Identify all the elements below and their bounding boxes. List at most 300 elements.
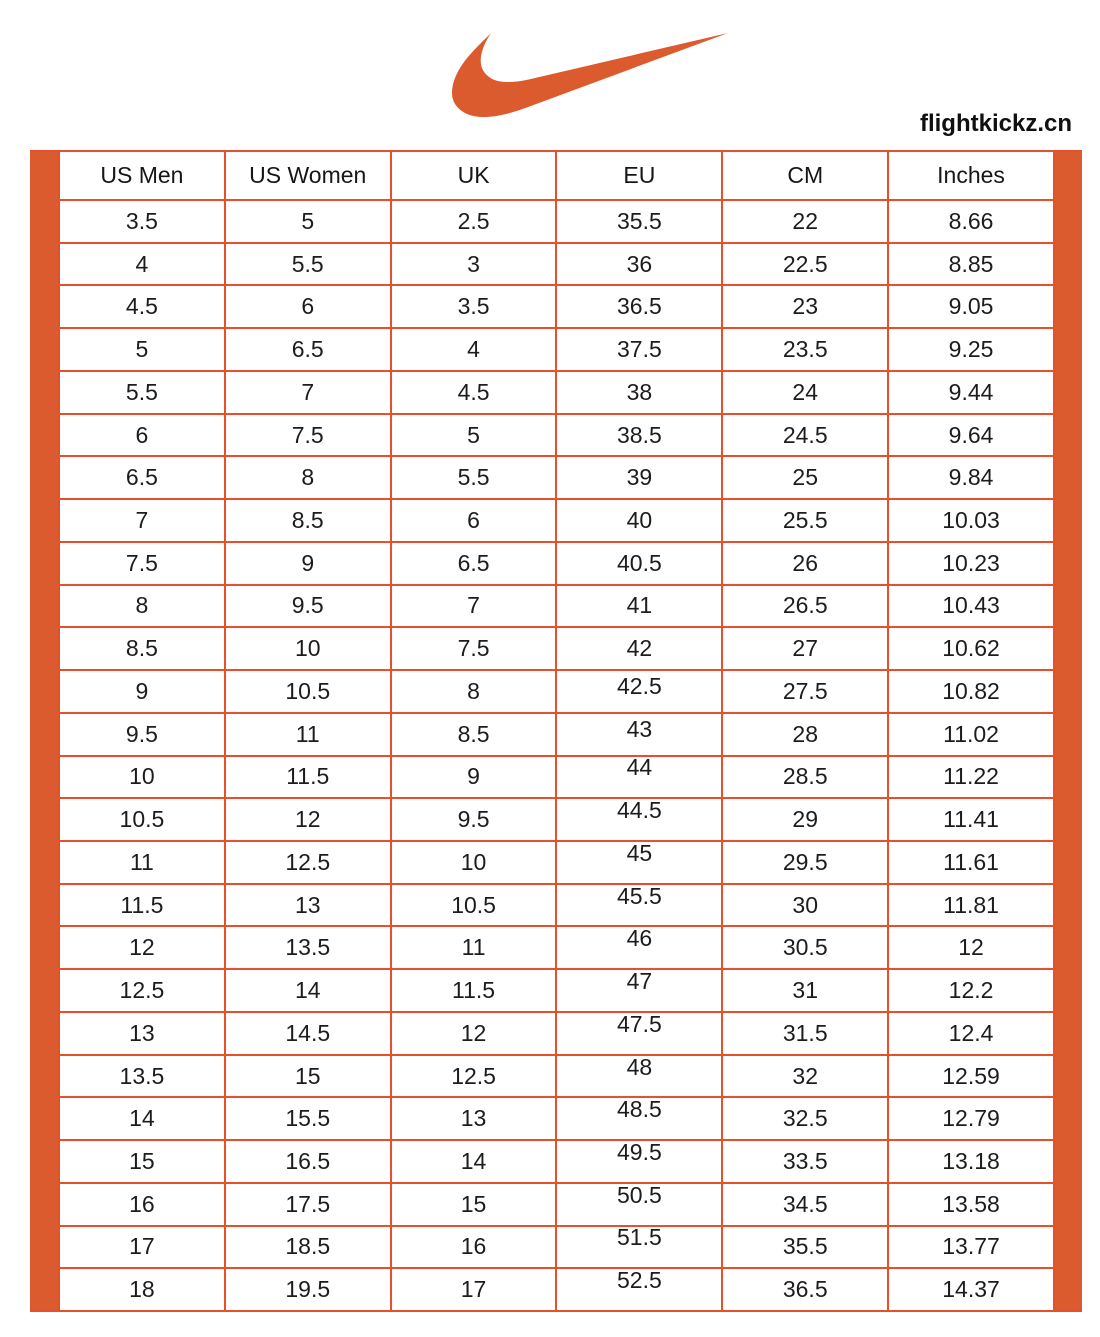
- size-value: 6: [135, 421, 149, 448]
- size-cell: [887, 586, 1053, 627]
- size-value: 14.37: [942, 1276, 1000, 1303]
- size-value: 13: [294, 891, 321, 918]
- size-value: 32.5: [782, 1105, 828, 1132]
- size-cell: [555, 671, 721, 712]
- size-value: 24: [792, 378, 819, 405]
- size-value: 9.5: [125, 720, 158, 747]
- size-cell: [390, 586, 556, 627]
- size-cell: [721, 329, 887, 370]
- size-cell: [887, 244, 1053, 285]
- website-watermark: flightkickz.cn: [919, 110, 1072, 137]
- table-row: [60, 541, 1053, 584]
- size-cell: [555, 1269, 721, 1310]
- size-value: 9.5: [291, 592, 324, 619]
- column-header-label: US Men: [100, 162, 184, 188]
- size-cell: [390, 1141, 556, 1182]
- column-header-eu: [555, 152, 721, 199]
- table-header-row: [60, 152, 1053, 199]
- size-cell: [721, 586, 887, 627]
- size-value: 29: [792, 806, 819, 833]
- size-value: 5.5: [457, 464, 490, 491]
- table-row: [60, 1182, 1053, 1225]
- size-cell: [887, 799, 1053, 840]
- size-cell: [224, 799, 390, 840]
- size-value: 5.5: [291, 250, 324, 277]
- size-value: 11: [129, 848, 154, 875]
- size-value: 11.5: [120, 891, 164, 918]
- size-cell: [887, 1098, 1053, 1139]
- size-cell: [555, 1227, 721, 1268]
- size-cell: [224, 586, 390, 627]
- size-cell: [60, 543, 224, 584]
- size-value: 16.5: [285, 1148, 331, 1175]
- size-cell: [60, 457, 224, 498]
- size-cell: [224, 1056, 390, 1097]
- size-value: 19.5: [285, 1276, 331, 1303]
- size-value: 5: [135, 336, 149, 363]
- size-value: 11.81: [943, 891, 999, 918]
- size-cell: [60, 244, 224, 285]
- size-cell: [390, 1227, 556, 1268]
- size-value: 18: [129, 1276, 155, 1303]
- size-value: 9: [301, 549, 315, 576]
- size-value: 12.2: [948, 977, 994, 1004]
- size-cell: [390, 757, 556, 798]
- size-value: 6: [467, 507, 480, 533]
- size-cell: [555, 970, 721, 1011]
- size-value: 7: [301, 378, 315, 405]
- size-value: 4: [467, 336, 480, 363]
- size-value: 36.5: [617, 293, 662, 320]
- size-value: 11: [461, 934, 486, 961]
- size-value: 52.5: [617, 1269, 662, 1294]
- column-header-label: CM: [787, 162, 824, 188]
- size-value: 34.5: [782, 1190, 828, 1217]
- size-cell: [390, 1184, 556, 1225]
- size-cell: [224, 457, 390, 498]
- size-value: 42.5: [617, 672, 662, 699]
- size-value: 35.5: [617, 207, 662, 234]
- size-cell: [555, 586, 721, 627]
- size-cell: [390, 714, 556, 755]
- size-cell: [555, 201, 721, 242]
- size-value: 9.5: [457, 806, 490, 833]
- size-value: 47.5: [617, 1012, 662, 1037]
- size-cell: [60, 500, 224, 541]
- size-value: 11.5: [452, 977, 496, 1004]
- size-cell: [390, 842, 556, 883]
- size-value: 4: [135, 250, 149, 277]
- size-value: 12.79: [942, 1105, 1000, 1132]
- column-header-cm: [721, 152, 887, 199]
- size-value: 45.5: [617, 884, 662, 909]
- size-value: 30: [792, 891, 819, 918]
- size-cell: [390, 885, 556, 926]
- size-cell: [224, 628, 390, 669]
- size-value: 3.5: [457, 293, 490, 320]
- size-value: 7: [467, 592, 480, 619]
- size-value: 15: [460, 1190, 487, 1217]
- size-cell: [60, 1184, 224, 1225]
- size-value: 10.5: [119, 806, 165, 833]
- table-row: [60, 797, 1053, 840]
- size-value: 10.43: [942, 592, 1000, 619]
- size-cell: [555, 1013, 721, 1054]
- size-value: 9.25: [948, 336, 994, 363]
- size-cell: [555, 244, 721, 285]
- size-value: 5.5: [125, 378, 158, 405]
- size-value: 48: [626, 1055, 653, 1080]
- size-value: 11.5: [286, 763, 330, 790]
- size-value: 12.5: [119, 977, 165, 1004]
- size-cell: [60, 586, 224, 627]
- size-value: 16: [129, 1190, 155, 1217]
- size-value: 8.5: [291, 507, 324, 533]
- size-value: 10.23: [942, 549, 1000, 576]
- size-value: 6.5: [291, 336, 324, 363]
- size-cell: [721, 1056, 887, 1097]
- size-cell: [887, 1227, 1053, 1268]
- size-cell: [555, 457, 721, 498]
- size-cell: [721, 799, 887, 840]
- size-cell: [555, 628, 721, 669]
- table-row: [60, 626, 1053, 669]
- table-row: [60, 712, 1053, 755]
- size-value: 10: [460, 848, 487, 875]
- size-cell: [60, 329, 224, 370]
- size-cell: [224, 201, 390, 242]
- size-cell: [60, 885, 224, 926]
- size-value: 13.18: [942, 1148, 1000, 1175]
- size-value: 13: [460, 1105, 487, 1132]
- size-cell: [224, 885, 390, 926]
- size-cell: [60, 372, 224, 413]
- size-cell: [887, 329, 1053, 370]
- size-value: 11: [295, 720, 320, 747]
- size-cell: [60, 757, 224, 798]
- size-cell: [60, 1227, 224, 1268]
- size-value: 10: [294, 635, 321, 662]
- size-cell: [887, 286, 1053, 327]
- size-cell: [390, 1056, 556, 1097]
- size-cell: [60, 1269, 224, 1310]
- size-value: 10.5: [285, 677, 331, 704]
- size-value: 32: [792, 1062, 819, 1089]
- size-value: 9.84: [948, 464, 994, 491]
- table-row: [60, 925, 1053, 968]
- size-value: 17: [129, 1233, 155, 1260]
- table-row: [60, 669, 1053, 712]
- table-row: [60, 370, 1053, 413]
- table-row: [60, 1267, 1053, 1310]
- size-cell: [224, 927, 390, 968]
- size-value: 12.5: [285, 848, 331, 875]
- size-value: 9: [135, 677, 149, 704]
- size-value: 13: [129, 1019, 155, 1046]
- size-value: 23: [792, 293, 819, 320]
- column-header-us-women: [224, 152, 390, 199]
- size-cell: [224, 1269, 390, 1310]
- size-cell: [887, 1269, 1053, 1310]
- size-cell: [721, 628, 887, 669]
- size-cell: [390, 671, 556, 712]
- size-value: 28: [792, 720, 819, 747]
- table-row: [60, 584, 1053, 627]
- size-value: 50.5: [617, 1183, 662, 1208]
- column-header-label: EU: [623, 162, 656, 188]
- size-value: 12: [958, 934, 984, 961]
- size-cell: [390, 1269, 556, 1310]
- size-value: 11.02: [943, 720, 999, 747]
- column-header-label: UK: [457, 162, 490, 188]
- size-value: 41: [626, 592, 653, 619]
- size-value: 26: [792, 549, 819, 576]
- size-cell: [555, 842, 721, 883]
- size-value: 3: [467, 250, 480, 277]
- size-value: 5: [301, 207, 315, 234]
- table-row: [60, 284, 1053, 327]
- size-value: 8.5: [125, 635, 158, 662]
- size-cell: [390, 500, 556, 541]
- size-value: 16: [460, 1233, 487, 1260]
- size-cell: [887, 372, 1053, 413]
- table-row: [60, 1096, 1053, 1139]
- size-value: 5: [467, 421, 480, 448]
- size-value: 7.5: [457, 635, 490, 662]
- size-cell: [887, 842, 1053, 883]
- table-row: [60, 1225, 1053, 1268]
- size-value: 12: [460, 1019, 487, 1046]
- table-row: [60, 242, 1053, 285]
- size-value: 13.58: [942, 1190, 1000, 1217]
- size-cell: [390, 457, 556, 498]
- size-cell: [887, 415, 1053, 456]
- size-cell: [721, 1269, 887, 1310]
- table-row: [60, 413, 1053, 456]
- size-value: 10.62: [942, 635, 1000, 662]
- size-cell: [60, 1056, 224, 1097]
- size-value: 40.5: [617, 549, 662, 576]
- size-cell: [224, 842, 390, 883]
- size-value: 33.5: [782, 1148, 828, 1175]
- size-cell: [555, 500, 721, 541]
- size-cell: [721, 201, 887, 242]
- nike-swoosh-icon: [452, 26, 728, 122]
- size-value: 12.5: [451, 1062, 496, 1089]
- size-cell: [224, 1098, 390, 1139]
- size-cell: [887, 1184, 1053, 1225]
- size-cell: [60, 1013, 224, 1054]
- size-cell: [224, 970, 390, 1011]
- size-value: 14: [294, 977, 321, 1004]
- size-cell: [721, 244, 887, 285]
- size-value: 6: [301, 293, 315, 320]
- size-cell: [555, 329, 721, 370]
- size-value: 31: [792, 977, 819, 1004]
- size-value: 30.5: [782, 934, 828, 961]
- size-cell: [555, 714, 721, 755]
- size-value: 22: [792, 207, 819, 234]
- size-cell: [721, 970, 887, 1011]
- table-row: [60, 1139, 1053, 1182]
- size-value: 4.5: [125, 293, 158, 320]
- size-cell: [887, 671, 1053, 712]
- size-value: 7.5: [125, 549, 158, 576]
- size-cell: [721, 842, 887, 883]
- size-value: 44: [626, 756, 653, 781]
- size-value: 10.82: [942, 677, 1000, 704]
- size-cell: [390, 201, 556, 242]
- size-value: 6.5: [457, 549, 490, 576]
- size-value: 47: [626, 970, 653, 995]
- size-value: 8.85: [948, 250, 994, 277]
- size-cell: [224, 415, 390, 456]
- size-cell: [390, 970, 556, 1011]
- size-cell: [60, 842, 224, 883]
- size-value: 6.5: [125, 464, 158, 491]
- size-cell: [60, 799, 224, 840]
- size-value: 12: [129, 934, 155, 961]
- size-value: 17: [460, 1276, 487, 1303]
- size-cell: [555, 1098, 721, 1139]
- size-cell: [224, 543, 390, 584]
- column-header-uk: [390, 152, 556, 199]
- size-cell: [224, 1184, 390, 1225]
- size-cell: [555, 1056, 721, 1097]
- size-value: 14.5: [285, 1019, 331, 1046]
- size-cell: [887, 927, 1053, 968]
- size-cell: [887, 970, 1053, 1011]
- size-cell: [224, 500, 390, 541]
- size-cell: [60, 628, 224, 669]
- size-value: 27: [792, 635, 819, 662]
- size-cell: [887, 201, 1053, 242]
- table-row: [60, 755, 1053, 798]
- size-cell: [721, 1227, 887, 1268]
- size-cell: [887, 457, 1053, 498]
- size-value: 36.5: [782, 1276, 828, 1303]
- size-cell: [887, 500, 1053, 541]
- size-value: 14: [129, 1105, 155, 1132]
- table-row: [60, 840, 1053, 883]
- size-cell: [555, 1141, 721, 1182]
- size-cell: [721, 500, 887, 541]
- size-cell: [887, 1141, 1053, 1182]
- size-cell: [721, 885, 887, 926]
- size-conversion-table: [30, 150, 1082, 1312]
- column-header-label: US Women: [249, 162, 367, 188]
- size-cell: [555, 927, 721, 968]
- size-value: 37.5: [617, 336, 662, 363]
- size-cell: [555, 543, 721, 584]
- size-cell: [721, 543, 887, 584]
- size-value: 8: [467, 677, 480, 704]
- size-value: 12.4: [948, 1019, 994, 1046]
- size-value: 15: [129, 1148, 155, 1175]
- size-cell: [224, 244, 390, 285]
- size-cell: [721, 714, 887, 755]
- right-accent-strip: [1055, 150, 1082, 1312]
- size-cell: [224, 1227, 390, 1268]
- size-cell: [60, 970, 224, 1011]
- size-value: 36: [626, 250, 653, 277]
- size-value: 8: [301, 464, 315, 491]
- size-value: 11.41: [943, 806, 999, 833]
- size-cell: [887, 885, 1053, 926]
- size-cell: [721, 671, 887, 712]
- size-value: 3.5: [125, 207, 158, 234]
- size-cell: [390, 1013, 556, 1054]
- size-value: 15.5: [285, 1105, 331, 1132]
- size-cell: [390, 628, 556, 669]
- size-cell: [555, 415, 721, 456]
- size-value: 7: [135, 507, 149, 533]
- table-row: [60, 1054, 1053, 1097]
- size-cell: [721, 1013, 887, 1054]
- size-value: 17.5: [285, 1190, 331, 1217]
- size-cell: [390, 415, 556, 456]
- size-cell: [224, 671, 390, 712]
- size-cell: [224, 1141, 390, 1182]
- size-cell: [887, 1013, 1053, 1054]
- size-value: 48.5: [617, 1098, 662, 1123]
- size-value: 10.03: [942, 507, 1000, 533]
- size-cell: [390, 543, 556, 584]
- size-cell: [887, 757, 1053, 798]
- size-value: 27.5: [782, 677, 828, 704]
- size-value: 25: [792, 464, 819, 491]
- size-value: 4.5: [457, 378, 490, 405]
- size-value: 39: [626, 464, 653, 491]
- size-cell: [390, 799, 556, 840]
- size-cell: [555, 286, 721, 327]
- size-cell: [555, 757, 721, 798]
- size-value: 23.5: [782, 336, 828, 363]
- size-cell: [721, 415, 887, 456]
- size-value: 24.5: [782, 421, 828, 448]
- size-value: 28.5: [782, 763, 828, 790]
- column-header-label: Inches: [937, 162, 1005, 188]
- size-value: 51.5: [617, 1226, 662, 1251]
- size-value: 26.5: [782, 592, 828, 619]
- size-value: 10: [129, 763, 155, 790]
- size-cell: [60, 286, 224, 327]
- size-value: 10.5: [451, 891, 496, 918]
- column-header-inches: [887, 152, 1053, 199]
- size-cell: [224, 372, 390, 413]
- size-value: 8.66: [948, 207, 994, 234]
- size-value: 43: [626, 715, 653, 742]
- size-value: 46: [626, 927, 653, 952]
- size-cell: [721, 1184, 887, 1225]
- size-cell: [390, 1098, 556, 1139]
- size-cell: [60, 201, 224, 242]
- size-cell: [721, 1141, 887, 1182]
- size-cell: [224, 714, 390, 755]
- size-cell: [390, 286, 556, 327]
- size-value: 11.61: [943, 848, 999, 875]
- table-row: [60, 327, 1053, 370]
- size-cell: [721, 757, 887, 798]
- size-cell: [887, 1056, 1053, 1097]
- size-cell: [555, 1184, 721, 1225]
- table-row: [60, 883, 1053, 926]
- size-cell: [60, 1141, 224, 1182]
- size-value: 8: [135, 592, 149, 619]
- size-cell: [721, 286, 887, 327]
- size-value: 15: [294, 1062, 321, 1089]
- size-cell: [887, 543, 1053, 584]
